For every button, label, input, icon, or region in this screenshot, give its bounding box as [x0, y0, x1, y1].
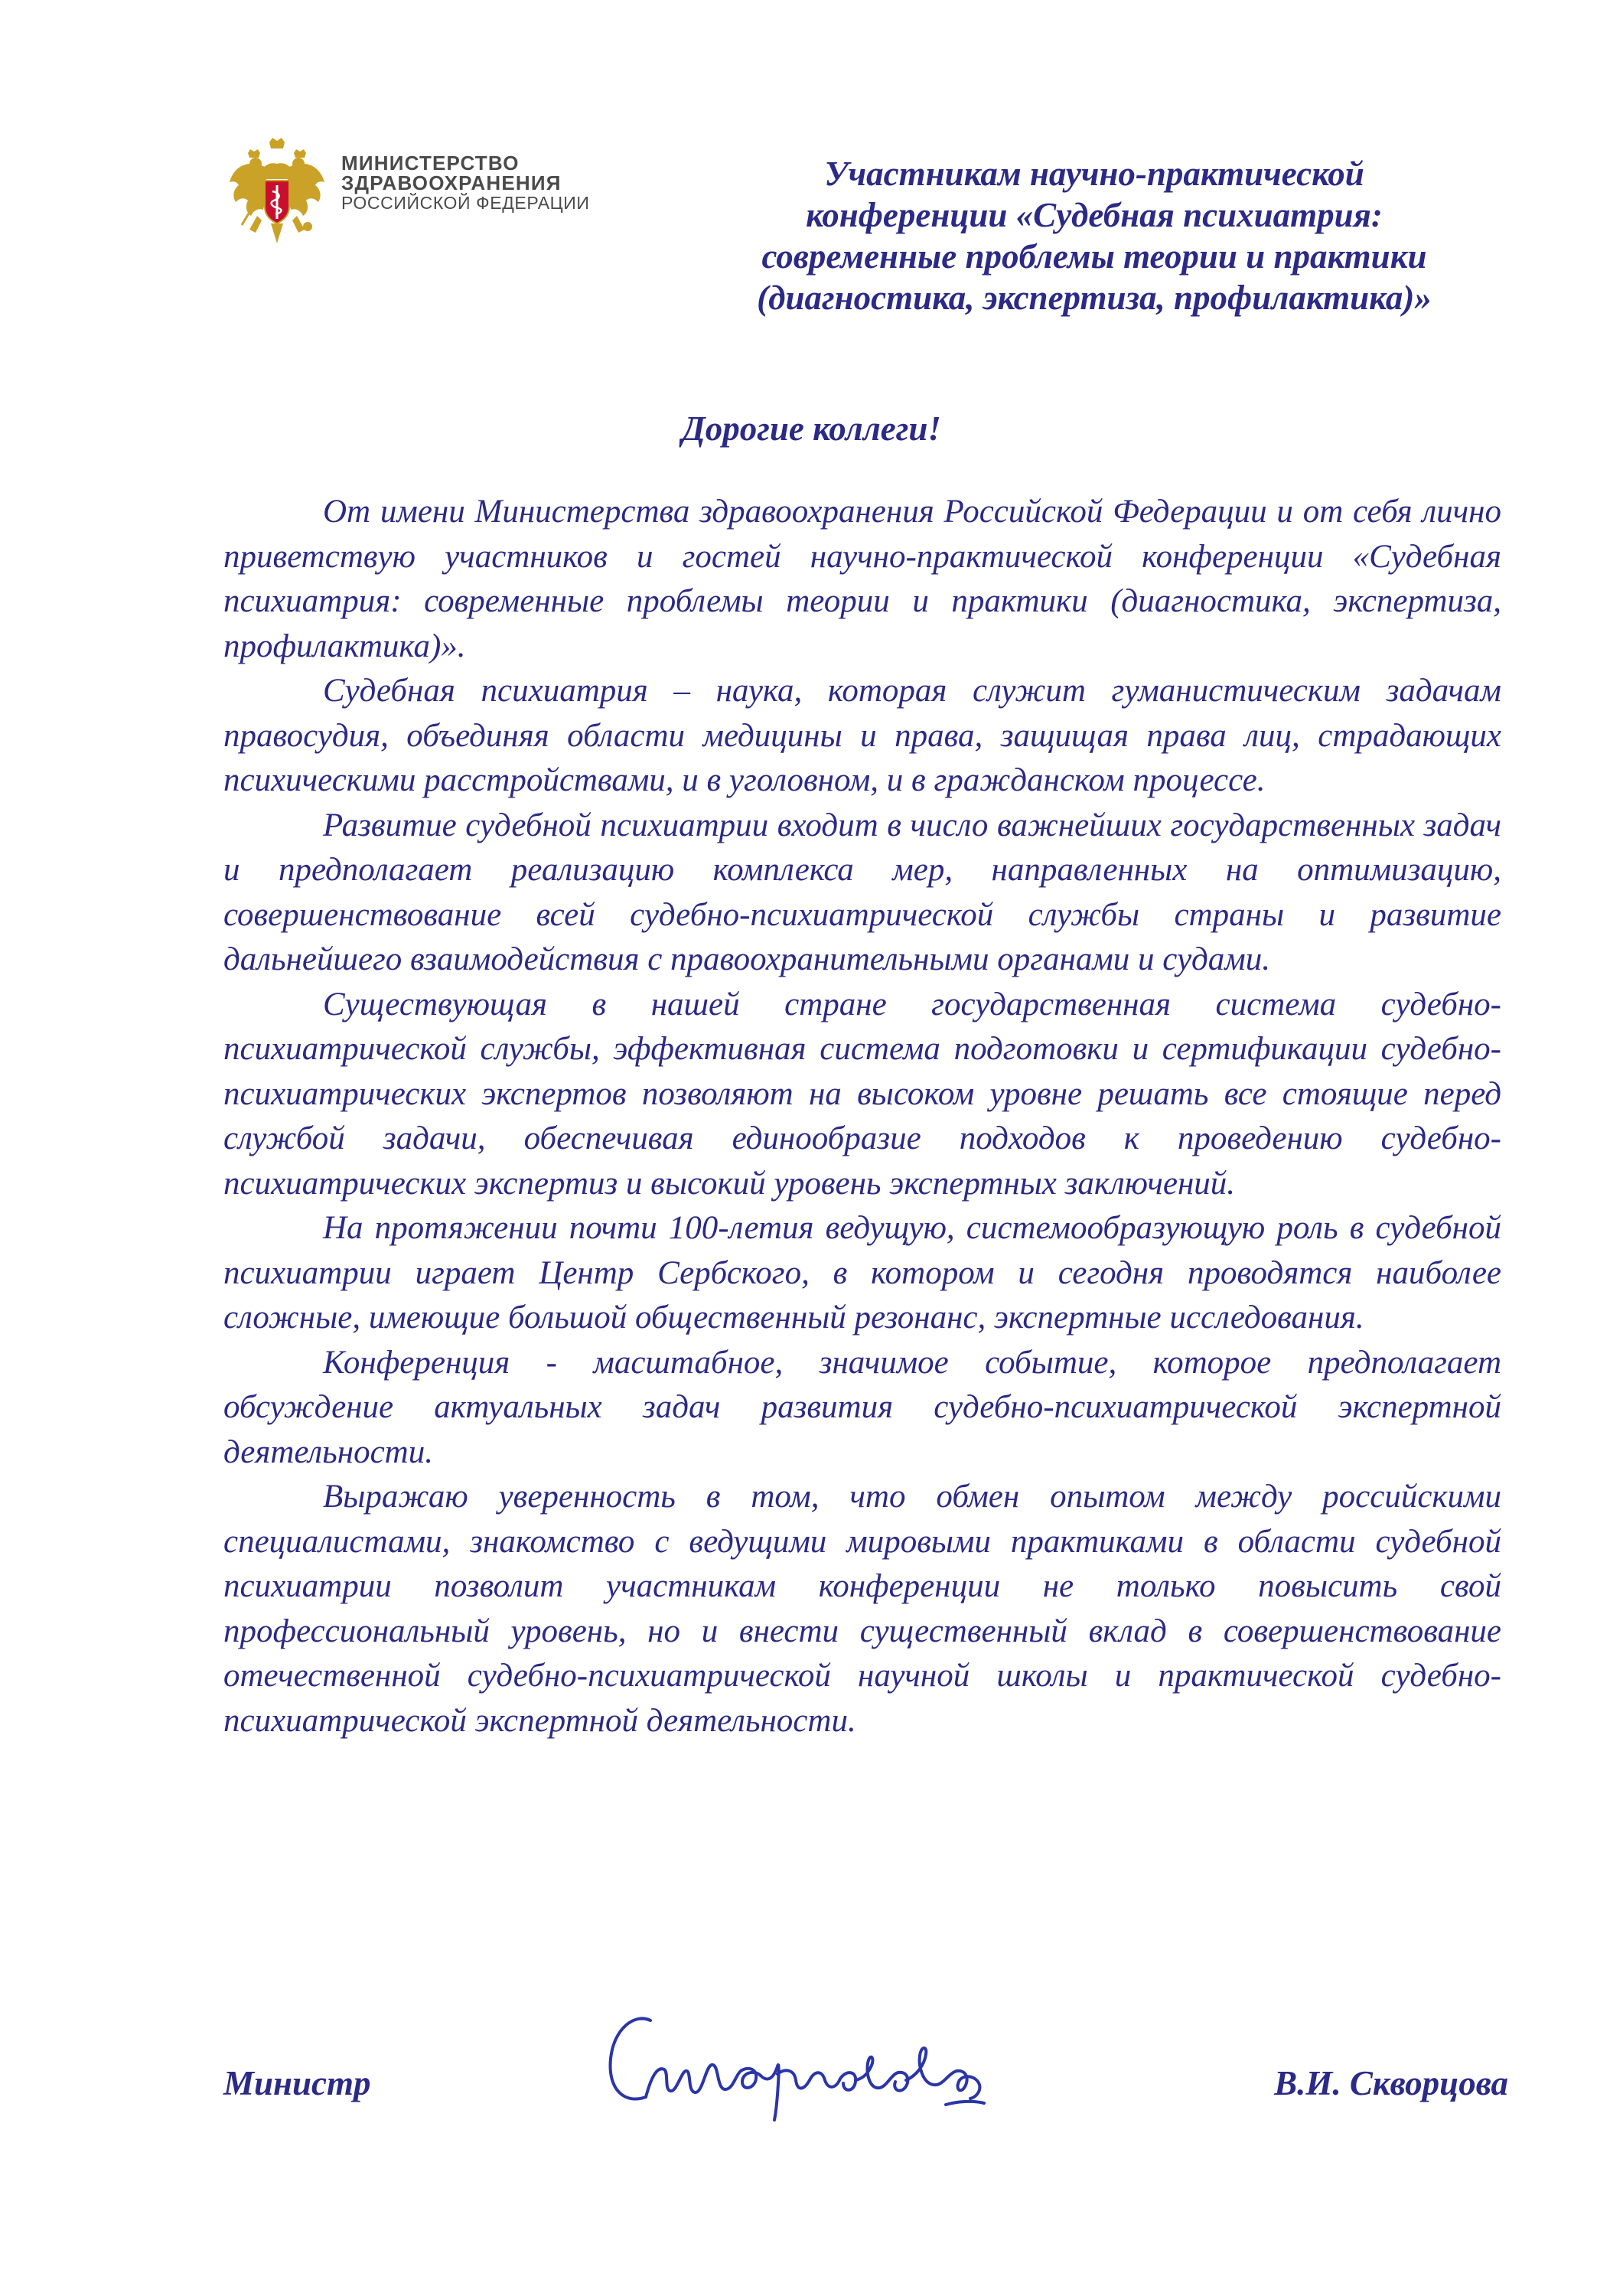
double-headed-eagle-icon	[227, 136, 328, 251]
ministry-name-line: ЗДРАВООХРАНЕНИЯ	[341, 171, 562, 194]
body-paragraph: От имени Министерства здравоохранения Российской Федерации и от себя лично приветствую участников и гостей научно-практической конференции «Судебная психиатрия: современные проблемы теории и практики (диагностика, экспертиза, профилактика)».	[223, 494, 1501, 664]
body-paragraph: Судебная психиатрия – наука, которая служит гуманистическим задачам правосудия, объединяя области медицины и права, защищая права лиц, страдающих психическими расстройствами, и в уголовном, и в гражданском процессе.	[223, 673, 1501, 798]
ministry-name-line: РОССИЙСКОЙ ФЕДЕРАЦИИ	[341, 193, 590, 213]
body-paragraph: Существующая в нашей стране государственная система судебно-психиатрической службы, эффективная система подготовки и сертификации судебно-психиатрических экспертов позволяют на высоком уровне решать все стоящие перед службой задачи, обеспечивая единообразие подходов к проведению судебно-психиатрических экспертиз и высокий уровень экспертных заключений.	[223, 986, 1501, 1202]
addressee-line: Участникам научно-практической	[824, 155, 1364, 193]
ministry-name-line: МИНИСТЕРСТВО	[341, 152, 520, 174]
signatory-name: В.И. Скворцова	[1274, 2064, 1508, 2102]
addressee-line: (диагностика, экспертиза, профилактика)»	[757, 279, 1432, 317]
ministry-logo	[227, 136, 655, 251]
addressee	[689, 153, 1500, 318]
addressee-line: конференции «Судебная психиатрия:	[806, 196, 1383, 234]
body-paragraph: Выражаю уверенность в том, что обмен опытом между российскими специалистами, знакомство с ведущими мировыми практиками в области судебной психиатрии позволит участникам конференции не только повысить свой профессиональный уровень, но и внести существенный вклад в совершенствование отечественной судебно-психиатрической научной школы и практической судебно-психиатрической экспертной деятельности.	[223, 1479, 1501, 1739]
handwritten-signature	[597, 1990, 1025, 2135]
ministry-name	[341, 153, 590, 213]
body-paragraph: Конференция - масштабное, значимое событие, которое предполагает обсуждение актуальных задач развития судебно-психиатрической экспертной деятельности.	[223, 1344, 1501, 1470]
signatory-title: Министр	[223, 2064, 371, 2102]
letter-body	[223, 490, 1501, 1743]
body-paragraph: На протяжении почти 100-летия ведущую, системообразующую роль в судебной психиатрии играет Центр Сербского, в котором и сегодня проводятся наиболее сложные, имеющие большой общественный резонанс, экспертные исследования.	[223, 1210, 1501, 1336]
body-paragraph: Развитие судебной психиатрии входит в число важнейших государственных задач и предполагает реализацию комплекса мер, направленных на оптимизацию, совершенствование всей судебно-психиатрической службы страны и развитие дальнейшего взаимодействия с правоохранительными органами и судами.	[223, 807, 1501, 977]
salutation: Дорогие коллеги!	[682, 409, 941, 448]
addressee-line: современные проблемы теории и практики	[761, 237, 1427, 276]
